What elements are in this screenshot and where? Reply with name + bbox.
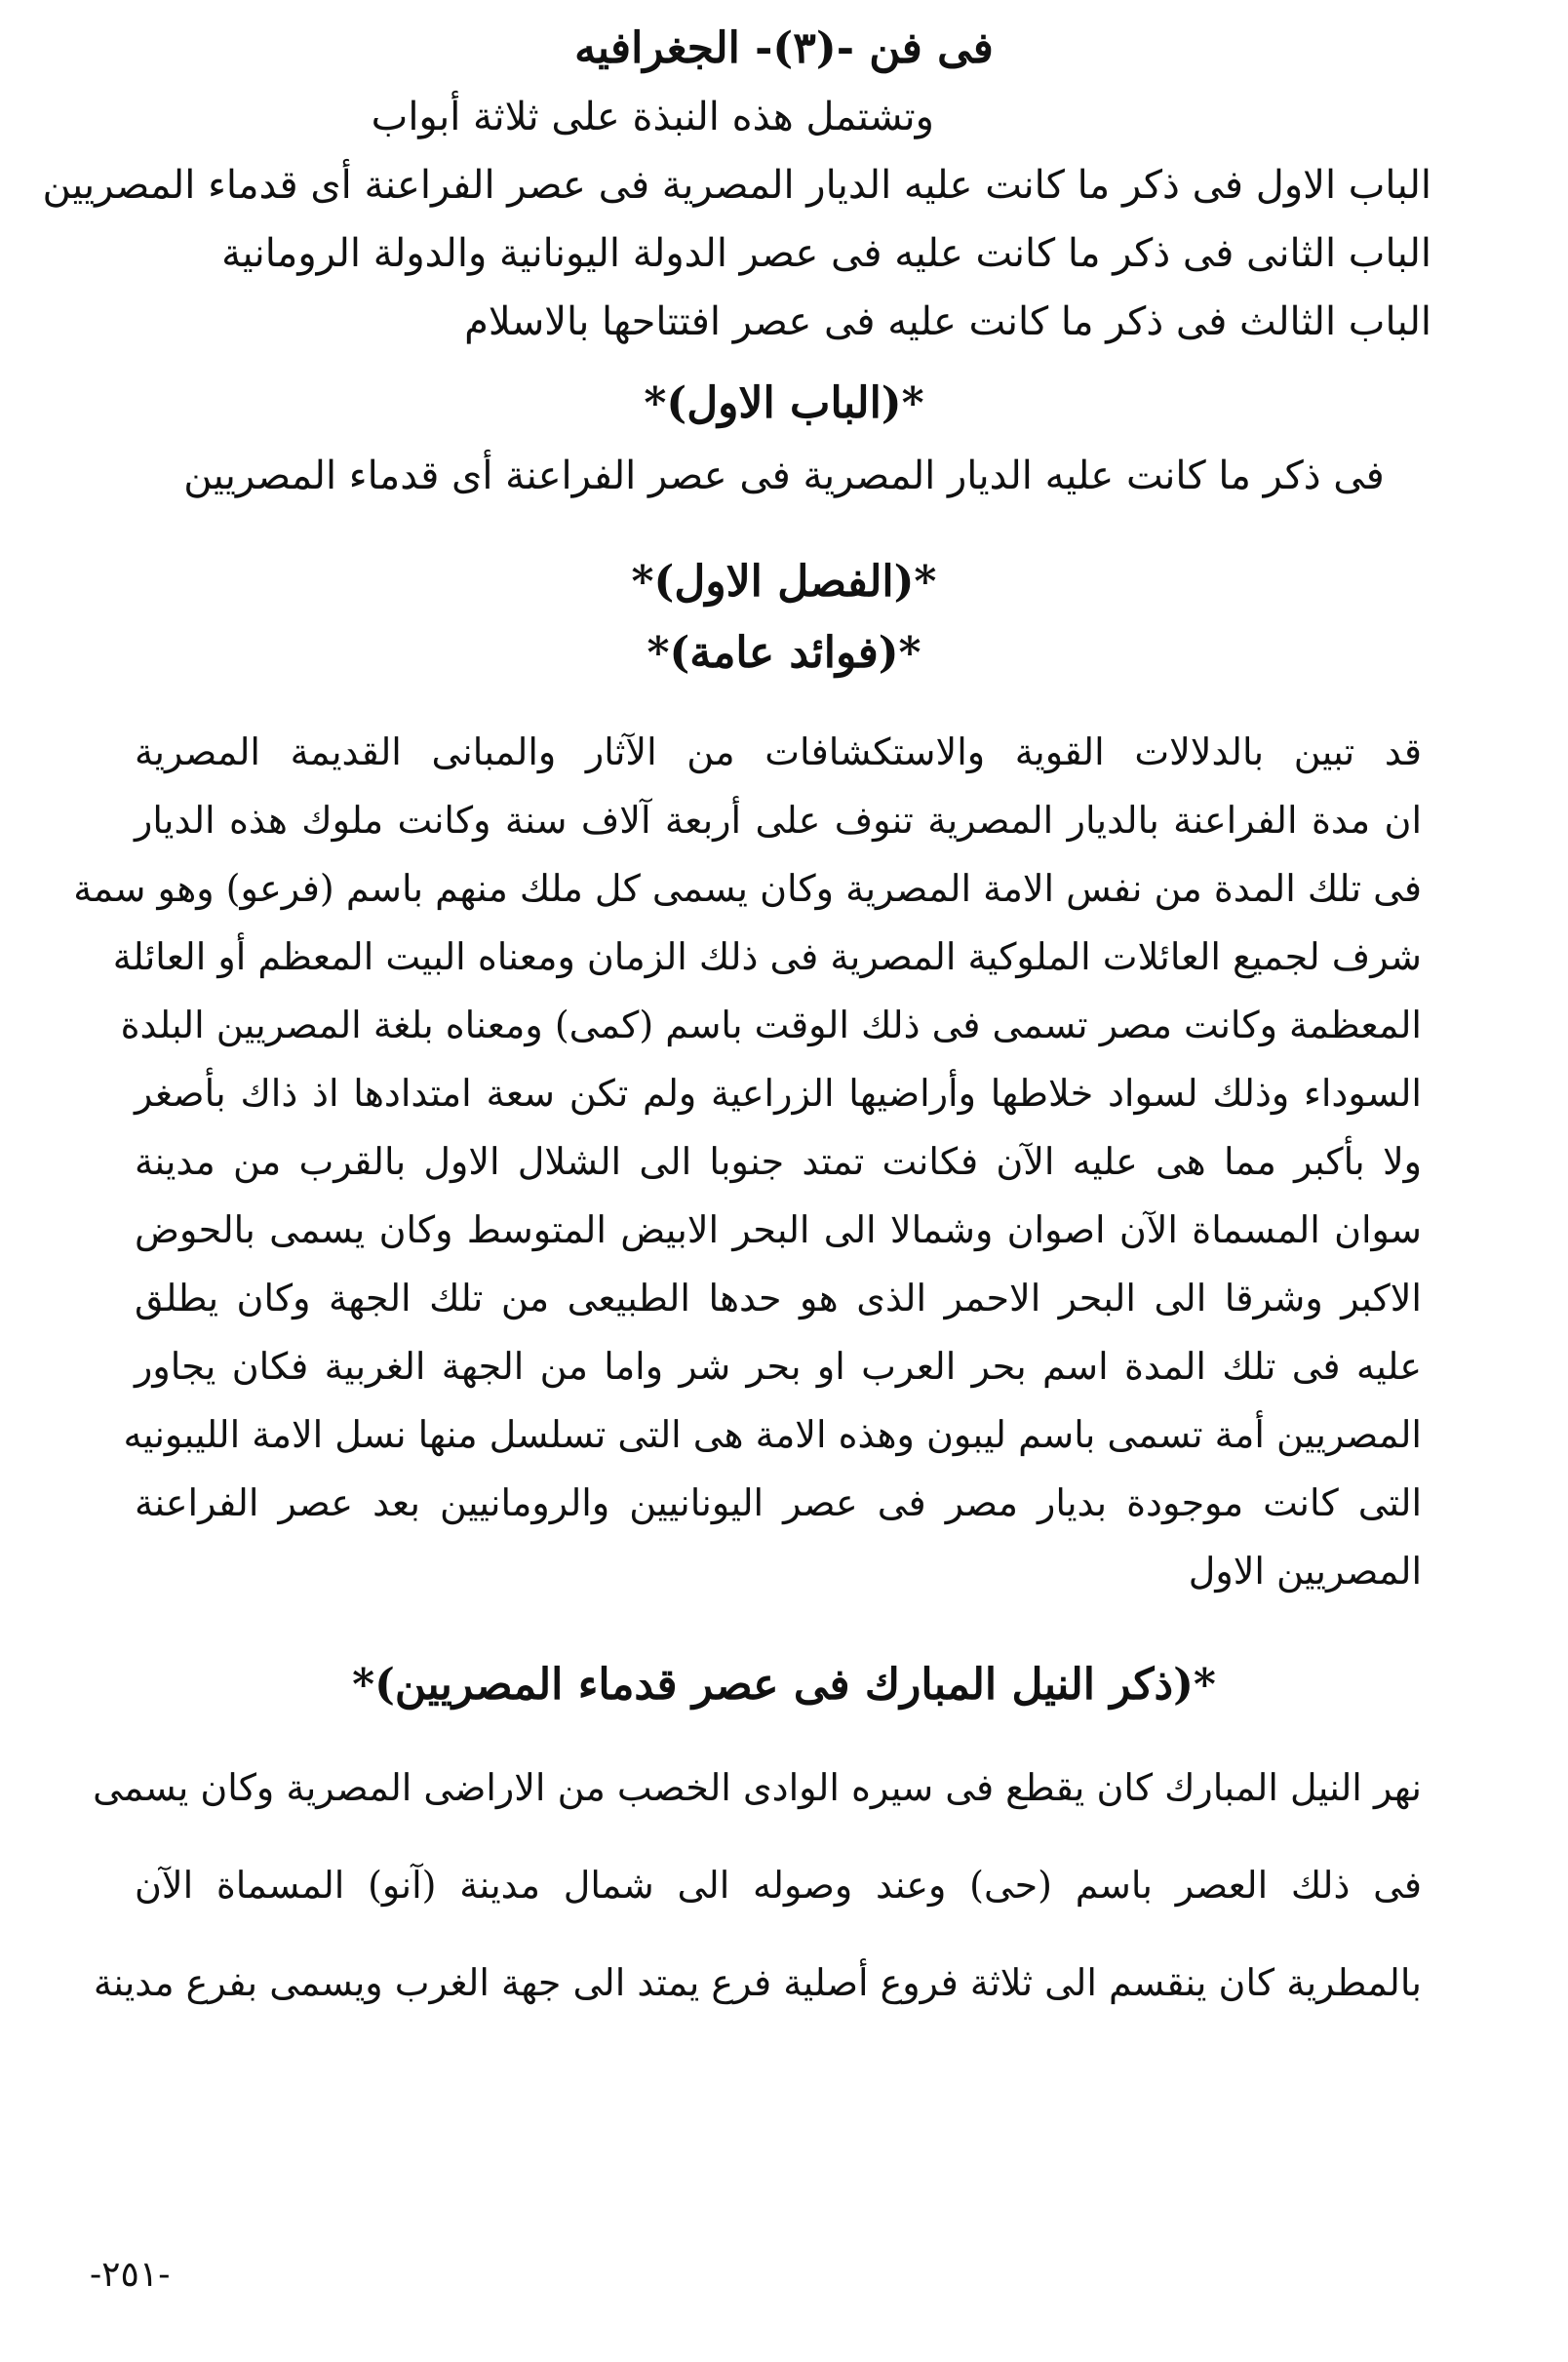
paragraph-line: فى ذلك العصر باسم (حى) وعند وصوله الى شمال مدينة (آنو) المسماة الآن xyxy=(135,1864,1422,1907)
paragraph-line: سوان المسماة الآن اصوان وشمالا الى البحر الابيض المتوسط وكان يسمى بالحوض xyxy=(135,1208,1422,1251)
paragraph-line: التى كانت موجودة بديار مصر فى عصر اليونانيين والرومانيين بعد عصر الفراعنة xyxy=(135,1481,1422,1524)
paragraph-line: المصريين الاول xyxy=(1188,1550,1422,1593)
paragraph-line: نهر النيل المبارك كان يقطع فى سيره الوادى الخصب من الاراضى المصرية وكان يسمى xyxy=(93,1766,1422,1809)
page-number: -٢٥١- xyxy=(90,2255,171,2295)
paragraph-line: بالمطرية كان ينقسم الى ثلاثة فروع أصلية فرع يمتد الى جهة الغرب ويسمى بفرع مدينة xyxy=(93,1961,1422,2004)
paragraph-line: عليه فى تلك المدة اسم بحر العرب او بحر شر واما من الجهة الغربية فكان يجاور xyxy=(135,1345,1422,1388)
paragraph-line: شرف لجميع العائلات الملوكية المصرية فى ذلك الزمان ومعناه البيت المعظم أو العائلة xyxy=(112,935,1422,978)
paragraph-line: المصريين أمة تسمى باسم ليبون وهذه الامة هى التى تسلسل منها نسل الامة الليبونيه xyxy=(123,1413,1422,1456)
nile-section-title: *(ذكر النيل المبارك فى عصر قدماء المصريين)* xyxy=(352,1660,1216,1710)
section-title: *(الفصل الاول)* xyxy=(631,557,937,607)
toc-item-chapter-3: الباب الثالث فى ذكر ما كانت عليه فى عصر افتتاحها بالاسلام xyxy=(464,299,1431,344)
paragraph-line: ان مدة الفراعنة بالديار المصرية تنوف على أربعة آلاف سنة وكانت ملوك هذه الديار xyxy=(135,799,1422,842)
paragraph-line: الاكبر وشرقا الى البحر الاحمر الذى هو حدها الطبيعى من تلك الجهة وكان يطلق xyxy=(135,1277,1422,1319)
page-header-title: فى فن -(٣)- الجغرافيه xyxy=(574,23,994,73)
chapter-subtitle: فى ذكر ما كانت عليه الديار المصرية فى عصر الفراعنة أى قدماء المصريين xyxy=(183,453,1385,498)
paragraph-line: فى تلك المدة من نفس الامة المصرية وكان يسمى كل ملك منهم باسم (فرعو) وهو سمة xyxy=(73,867,1422,910)
section-subtitle: *(فوائد عامة)* xyxy=(647,628,921,678)
paragraph-line: ولا بأكبر مما هى عليه الآن فكانت تمتد جنوبا الى الشلال الاول بالقرب من مدينة xyxy=(135,1140,1422,1183)
chapter-title: *(الباب الاول)* xyxy=(644,378,924,428)
paragraph-line: المعظمة وكانت مصر تسمى فى ذلك الوقت باسم (كمى) ومعناه بلغة المصريين البلدة xyxy=(120,1004,1422,1046)
paragraph-line: قد تبين بالدلالات القوية والاستكشافات من الآثار والمبانى القديمة المصرية xyxy=(135,730,1422,773)
toc-item-chapter-1: الباب الاول فى ذكر ما كانت عليه الديار المصرية فى عصر الفراعنة أى قدماء المصريين xyxy=(42,163,1431,208)
paragraph-line: السوداء وذلك لسواد خلاطها وأراضيها الزراعية ولم تكن سعة امتدادها اذ ذاك بأصغر xyxy=(135,1072,1422,1115)
toc-item-chapter-2: الباب الثانى فى ذكر ما كانت عليه فى عصر الدولة اليونانية والدولة الرومانية xyxy=(221,231,1431,276)
intro-line: وتشتمل هذه النبذة على ثلاثة أبواب xyxy=(371,95,934,139)
